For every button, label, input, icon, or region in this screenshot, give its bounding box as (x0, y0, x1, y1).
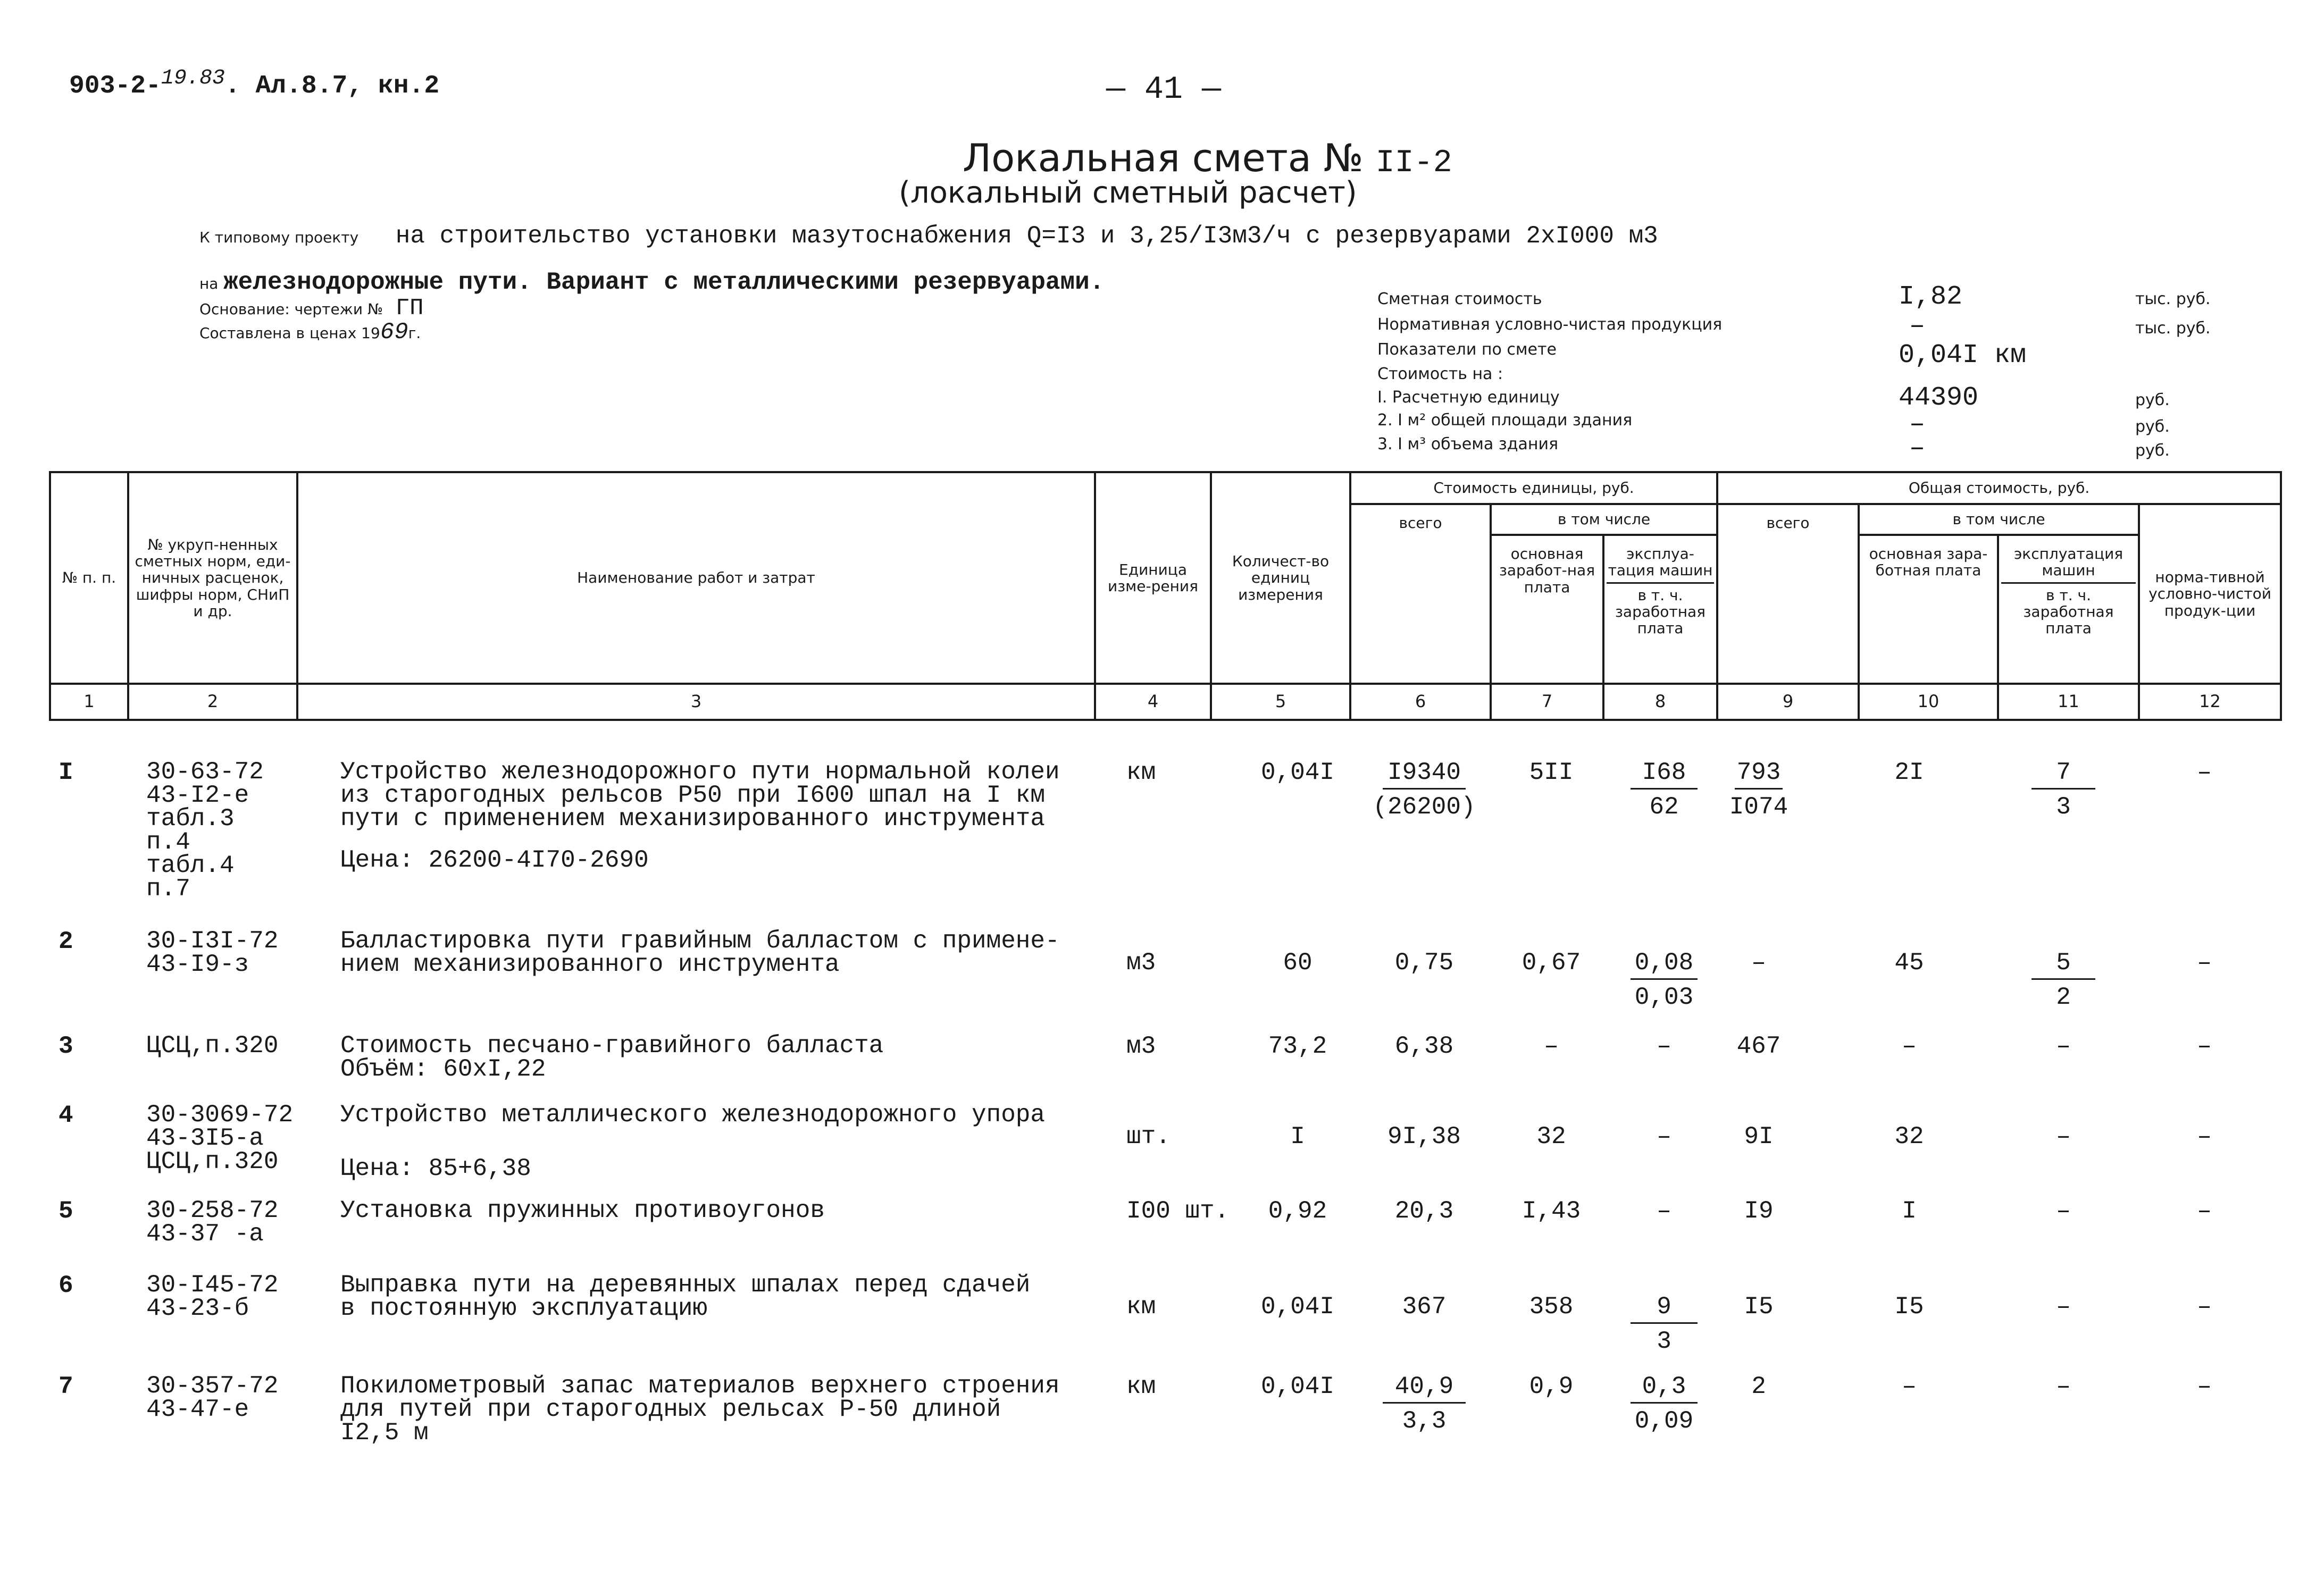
col-header-total-incl: в том числе (1859, 504, 2139, 535)
row-qty: 60 (1283, 949, 1313, 977)
fraction-denominator: 3,3 (1402, 1407, 1447, 1435)
col-header-unit-machines (1603, 535, 1717, 684)
col-number: 1 (50, 684, 128, 720)
row-code: 30-I3I-72 43-I9-з (146, 927, 279, 978)
row-code: 30-I45-72 43-23-б (146, 1271, 279, 1322)
row-norm: – (2197, 1373, 2212, 1400)
row-number: 7 (58, 1373, 73, 1400)
summary-unit: тыс. руб. (2135, 290, 2211, 308)
row-cost-total-fraction (1355, 760, 1493, 819)
row-cost-mach-fraction (1608, 1295, 1720, 1354)
row-code: 30-63-72 43-I2-е табл.3 п.4 табл.4 п.7 (146, 758, 264, 903)
col-number: 6 (1350, 684, 1491, 720)
total-machines-label: эксплуатация машин (2013, 545, 2124, 580)
title-number: II-2 (1375, 145, 1452, 181)
row-total: I9 (1744, 1197, 1774, 1225)
col-number: 8 (1603, 684, 1717, 720)
col-number: 7 (1491, 684, 1603, 720)
col-header-total-all: всего (1717, 504, 1859, 684)
row-total-salary: – (1902, 1032, 1917, 1060)
row-code: ЦСЦ,п.320 (146, 1032, 279, 1060)
row-code: 30-357-72 43-47-е (146, 1372, 279, 1423)
row-cost-salary: – (1544, 1032, 1559, 1060)
row-total-mach: – (2056, 1373, 2071, 1400)
row-cost-mach-fraction (1608, 951, 1720, 1010)
col-header-norm: норма-тивной условно-чистой продук-ции (2139, 504, 2281, 684)
summary-unit: руб. (2135, 391, 2170, 409)
fraction-numerator: 40,9 (1383, 1374, 1466, 1404)
row-total-mach-fraction (2010, 760, 2117, 819)
col-header-unit: Единица изме-рения (1095, 472, 1211, 684)
summary-unit: руб. (2135, 441, 2170, 460)
row-total-mach: – (2056, 1123, 2071, 1151)
fraction-denominator: I074 (1729, 793, 1788, 821)
row-cost-mach: – (1657, 1123, 1671, 1151)
row-cost-total: 9I,38 (1387, 1123, 1461, 1151)
row-name: Покилометровый запас материалов верхнего строения для путей при старогодных рельсах Р-50 длиной I2,5 м (340, 1372, 1060, 1447)
fraction-denominator: 2 (2056, 984, 2071, 1011)
total-machines-sub: в т. ч. заработная плата (2001, 582, 2136, 637)
object-line (199, 268, 1104, 296)
row-number: 3 (58, 1032, 73, 1060)
doc-ref-handwritten: 19.83 (161, 66, 225, 90)
fraction-numerator: I68 (1631, 760, 1698, 790)
row-total-salary: I5 (1894, 1293, 1924, 1321)
basis-label: Основание: чертежи № (199, 300, 383, 318)
row-price-note: Цена: 85+6,38 (340, 1155, 531, 1182)
fraction-numerator: 0,3 (1631, 1374, 1698, 1404)
row-total: – (1751, 949, 1766, 977)
row-unit: км (1126, 759, 1156, 786)
row-norm: – (2197, 1293, 2212, 1321)
row-number: I (58, 759, 73, 786)
summary-value: – (1909, 433, 1926, 464)
row-cost-salary: 5II (1529, 759, 1574, 786)
prices-year: 69 (380, 319, 408, 346)
row-qty: 0,04I (1260, 1293, 1335, 1321)
document-reference (69, 66, 439, 100)
project-label: К типовому проекту (199, 229, 359, 246)
fraction-numerator: 5 (2032, 951, 2095, 980)
col-header-unit-incl: в том числе (1491, 504, 1717, 535)
fraction-numerator: 9 (1631, 1295, 1698, 1324)
doc-ref-code: 903-2- (69, 72, 161, 100)
fraction-numerator: I9340 (1383, 760, 1466, 790)
fraction-denominator: 0,09 (1634, 1407, 1694, 1435)
summary-label: Показатели по смете (1377, 340, 1557, 359)
col-number: 10 (1859, 684, 1998, 720)
row-norm: – (2197, 1032, 2212, 1060)
row-total: 467 (1736, 1032, 1781, 1060)
project-line (199, 222, 1658, 250)
col-number: 2 (128, 684, 297, 720)
row-cost-mach-fraction (1608, 760, 1720, 819)
col-number: 11 (1998, 684, 2139, 720)
row-total-mach: – (2056, 1197, 2071, 1225)
row-cost-total: 20,3 (1394, 1197, 1454, 1225)
summary-unit: тыс. руб. (2135, 319, 2211, 338)
row-total-salary: 45 (1894, 949, 1924, 977)
row-cost-total: 6,38 (1394, 1032, 1454, 1060)
summary-unit: руб. (2135, 417, 2170, 436)
summary-label: I. Расчетную единицу (1377, 388, 1560, 407)
row-number: 5 (58, 1197, 73, 1225)
row-qty: 0,04I (1260, 1373, 1335, 1400)
col-header-quantity: Количест-во единиц измерения (1211, 472, 1350, 684)
page-subtitle: (локальный сметный расчет) (899, 175, 1357, 210)
col-header-unit-salary: основная заработ-ная плата (1491, 535, 1603, 684)
fraction-denominator: 3 (1657, 1328, 1671, 1355)
prices-suffix: г. (408, 324, 421, 342)
fraction-numerator: 0,08 (1631, 951, 1698, 980)
row-total-salary: I (1902, 1197, 1917, 1225)
doc-ref-tail: . Ал.8.7, кн.2 (224, 72, 440, 100)
summary-label: 3. I м³ объема здания (1377, 435, 1559, 454)
row-total-mach-fraction (2010, 951, 2117, 1010)
col-header-total-salary: основная зара-ботная плата (1859, 535, 1998, 684)
row-cost-salary: I,43 (1522, 1197, 1581, 1225)
row-unit: км (1126, 1293, 1156, 1321)
row-name: Устройство железнодорожного пути нормальной колеи из старогодных рельсов Р50 при I600 шпал на I км пути с применением механизированного инструмента (340, 758, 1060, 833)
row-unit: км (1126, 1373, 1156, 1400)
summary-value: – (1909, 409, 1926, 440)
summary-label: Сметная стоимость (1377, 290, 1542, 308)
summary-value: 0,04I км (1899, 340, 2027, 371)
summary-label: Нормативная условно-чистая продукция (1377, 315, 1723, 334)
page-number: — 41 — (1106, 72, 1222, 108)
row-code: 30-258-72 43-37 -а (146, 1197, 279, 1248)
summary-value: – (1909, 311, 1926, 341)
fraction-denominator: 0,03 (1634, 984, 1694, 1011)
row-number: 4 (58, 1102, 73, 1129)
summary-label: Стоимость на : (1377, 365, 1503, 383)
row-total: 2 (1751, 1373, 1766, 1400)
col-header-code: № укруп-ненных сметных норм, еди-ничных расценок, шифры норм, СНиП и др. (128, 472, 297, 684)
row-cost-salary: 0,9 (1529, 1373, 1574, 1400)
basis-line (199, 295, 424, 322)
unit-machines-sub: в т. ч. заработная плата (1607, 582, 1714, 637)
summary-value: 44390 (1899, 383, 1979, 413)
col-header-number: № п. п. (50, 472, 128, 684)
basis-value: ГП (395, 295, 424, 322)
row-price-note: Цена: 26200-4I70-2690 (340, 846, 649, 874)
row-total-salary: 2I (1894, 759, 1924, 786)
row-qty: 0,92 (1268, 1197, 1327, 1225)
row-qty: 73,2 (1268, 1032, 1327, 1060)
row-number: 6 (58, 1272, 73, 1299)
table-header (49, 471, 2280, 721)
row-cost-total-fraction (1355, 1374, 1493, 1433)
col-header-unit-cost: Стоимость единицы, руб. (1350, 472, 1717, 504)
row-qty: I (1290, 1123, 1305, 1151)
fraction-numerator: 7 (2032, 760, 2095, 790)
row-norm: – (2197, 949, 2212, 977)
project-text: на строительство установки мазутоснабжения Q=I3 и 3,25/I3м3/ч с резервуарами 2xI000 м3 (395, 222, 1658, 250)
row-name: Выправка пути на деревянных шпалах перед сдачей в постоянную эксплуатацию (340, 1271, 1031, 1322)
row-cost-salary: 358 (1529, 1293, 1574, 1321)
prices-line (199, 319, 421, 346)
prices-label: Составлена в ценах 19 (199, 324, 380, 342)
row-norm: – (2197, 759, 2212, 786)
unit-machines-label: эксплуа-тация машин (1608, 545, 1713, 580)
row-code: 30-3069-72 43-3I5-а ЦСЦ,п.320 (146, 1101, 294, 1176)
object-label: на (199, 275, 219, 292)
row-cost-mach: – (1657, 1197, 1671, 1225)
row-name: Установка пружинных противоугонов (340, 1197, 825, 1224)
row-total-mach: – (2056, 1293, 2071, 1321)
row-name: Балластировка пути гравийным балластом с примене- нием механизированного инструмента (340, 927, 1060, 978)
col-number: 4 (1095, 684, 1211, 720)
row-name: Устройство металлического железнодорожного упора (340, 1101, 1046, 1129)
col-header-name: Наименование работ и затрат (297, 472, 1095, 684)
row-total-salary: 32 (1894, 1123, 1924, 1151)
fraction-numerator: 793 (1735, 760, 1783, 790)
page-title (963, 136, 1452, 181)
row-cost-salary: 32 (1536, 1123, 1566, 1151)
row-cost-mach: – (1657, 1032, 1671, 1060)
row-unit: I00 шт. (1126, 1197, 1230, 1225)
object-text: железнодорожные пути. Вариант с металлическими резервуарами. (223, 268, 1105, 296)
col-header-unit-all: всего (1350, 504, 1491, 684)
row-qty: 0,04I (1260, 759, 1335, 786)
row-cost-total: 367 (1402, 1293, 1447, 1321)
col-number: 5 (1211, 684, 1350, 720)
title-text: Локальная смета № (963, 136, 1364, 180)
col-header-total-cost: Общая стоимость, руб. (1717, 472, 2281, 504)
col-number: 12 (2139, 684, 2281, 720)
row-name: Стоимость песчано-гравийного балласта Объём: 60xI,22 (340, 1032, 884, 1083)
fraction-denominator: 3 (2056, 793, 2071, 821)
row-number: 2 (58, 928, 73, 955)
col-number: 9 (1717, 684, 1859, 720)
row-cost-mach-fraction (1608, 1374, 1720, 1433)
col-number: 3 (297, 684, 1095, 720)
summary-label: 2. I м² общей площади здания (1377, 411, 1633, 430)
row-total: 9I (1744, 1123, 1774, 1151)
fraction-denominator: (26200) (1373, 793, 1476, 821)
fraction-denominator: 62 (1649, 793, 1679, 821)
summary-value: I,82 (1899, 282, 1963, 312)
row-unit: м3 (1126, 1032, 1156, 1060)
row-norm: – (2197, 1123, 2212, 1151)
row-total-mach: – (2056, 1032, 2071, 1060)
row-unit: м3 (1126, 949, 1156, 977)
row-unit: шт. (1126, 1123, 1171, 1151)
row-total-fraction (1719, 760, 1799, 819)
row-cost-salary: 0,67 (1522, 949, 1581, 977)
row-cost-total: 0,75 (1394, 949, 1454, 977)
row-total: I5 (1744, 1293, 1774, 1321)
row-norm: – (2197, 1197, 2212, 1225)
col-header-total-machines (1998, 535, 2139, 684)
row-total-salary: – (1902, 1373, 1917, 1400)
